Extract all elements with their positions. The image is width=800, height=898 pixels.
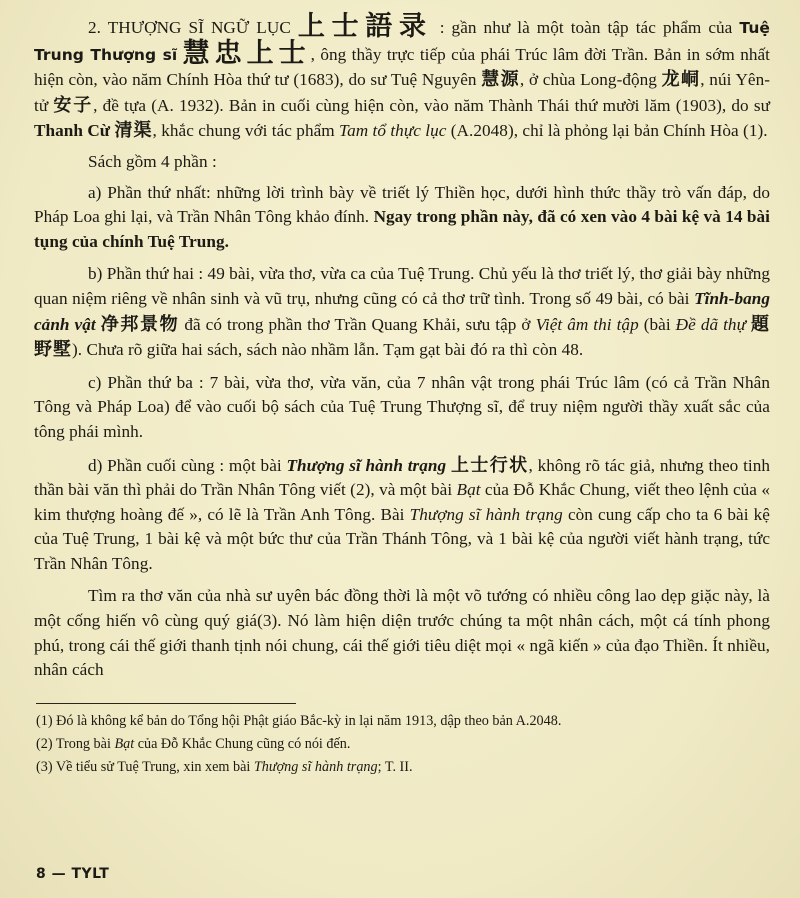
- cjk-text: 題野墅: [34, 313, 771, 360]
- section-heading: 2. THƯỢNG SĨ NGỮ LỤC: [88, 18, 291, 37]
- part-b-label: b) Phần thứ hai: [88, 264, 195, 284]
- monk-name: Thanh Cừ: [34, 121, 111, 141]
- anthology-title: Việt âm thi tập: [535, 314, 639, 334]
- work-title: Bạt: [456, 480, 481, 500]
- footnote-divider: [36, 703, 296, 704]
- footnote-text: (3) Về tiểu sử Tuệ Trung, xin xem bài: [36, 758, 251, 775]
- closing-paragraph: Tìm ra thơ văn của nhà sư uyên bác đồng thời là một võ tướng có nhiều công lao dẹp giặc này, là một cống hiến vô cùng quý giá(3). Nó làm hiện diện trước chúng ta một nhân cách, một cá tính phong phú, trong cái thế giới thanh tịnh nói chung, cái thế giới tiêu diệt mọi « ngã kiến » của đạo Thiền. Ít nhiều, nhân cách: [34, 586, 771, 680]
- work-title: Thượng sĩ hành trạng: [253, 758, 378, 775]
- paragraph-text: : 49 bài, vừa thơ, vừa ca của Tuệ Trung. Chủ yếu là thơ triết lý, thơ giải bày những quan niệm riêng về nhân sinh và vũ trụ, nhưng cũng có cả thơ trữ tình. Trong số 49 bài, có bài: [34, 264, 771, 308]
- poem-title: Đề dã thự: [675, 314, 746, 334]
- paragraph-text: : một bài: [219, 455, 282, 475]
- part-c-label: c) Phần thứ ba: [88, 372, 193, 392]
- part-a-label: a) Phần thứ nhất: [88, 182, 206, 202]
- part-a-paragraph: [34, 181, 770, 255]
- cjk-text: 龙峒: [661, 69, 701, 90]
- author-name-cjk: 慧忠上士: [182, 37, 311, 68]
- paragraph-text: : 7 bài, vừa thơ, vừa văn, của 7 nhân vật trong phái Trúc lâm (có cả Trần Nhân Tông và Pháp Loa) để vào cuối bộ sách của Tuệ Trung Thượng sĩ, để truy niệm người thầy xuất sắc của tông phái mình.: [34, 372, 770, 441]
- paragraph-text: , khắc chung với tác phẩm: [152, 121, 335, 141]
- work-title: Thượng sĩ hành trạng: [409, 504, 563, 524]
- paragraph-text: , ở chùa Long-động: [519, 70, 657, 90]
- footnote-1: (1) Đó là không kể bản do Tổng hội Phật giáo Bắc-kỳ in lại năm 1913, dập theo bản A.2048.: [36, 712, 562, 729]
- paragraph-text: , không rõ tác giả, nhưng theo tinh thần bài văn thì phải do Trần Nhân Tông viết (2), và một bài: [34, 455, 771, 500]
- paragraph-text: Ngay trong phần này, đã có xen vào 4 bài kệ và 14 bài tụng của chính Tuệ Trung.: [34, 207, 770, 251]
- cjk-text: 上士行状: [450, 454, 529, 475]
- page-number: 8 — TYLT: [36, 866, 110, 882]
- intro-line: Sách gồm 4 phần :: [88, 151, 217, 171]
- paragraph-text: : những lời trình bày về triết lý Thiền học, dưới hình thức thầy trò vấn đáp, do Pháp Loa ghi lại, và Trần Nhân Tông khảo đính.: [34, 182, 770, 227]
- author-name: Tuệ Trung Thượng sĩ: [34, 19, 770, 64]
- cjk-text: 清渠: [114, 120, 153, 141]
- footnote-2: [34, 733, 770, 756]
- paragraph-text: ). Chưa rõ giữa hai sách, sách nào nhầm lẫn. Tạm gạt bài đó ra thì còn 48.: [72, 340, 584, 360]
- part-b-paragraph: [34, 262, 770, 362]
- paragraph-text: (A.2048), chỉ là phỏng lại bản Chính Hòa (1).: [450, 121, 768, 141]
- paragraph-text: (bài: [643, 314, 671, 334]
- paragraph-text: của Đỗ Khắc Chung, viết theo lệnh của « kim thượng hoàng đế », có lẽ là Trần Anh Tông. Bài: [34, 480, 770, 524]
- footnote-text: (2) Trong bài: [36, 735, 111, 752]
- part-c-paragraph: [34, 371, 770, 445]
- footnote-3: [34, 756, 770, 779]
- work-title: Tam tổ thực lục: [339, 121, 447, 141]
- poem-title: Tĩnh-bang cảnh vật: [34, 288, 770, 334]
- section-paragraph-1: [34, 11, 771, 144]
- paragraph-text: : gần như là một toàn tập tác phẩm của: [439, 18, 733, 37]
- part-d-paragraph: [34, 453, 770, 577]
- paragraph-text: đã có trong phần thơ Trần Quang Khải, sưu tập ở: [184, 314, 531, 334]
- footnote-text: ; T. II.: [377, 758, 413, 775]
- footnote-text: của Đỗ Khắc Chung cũng có nói đến.: [137, 735, 351, 752]
- cjk-text: 慧源: [481, 69, 520, 90]
- paragraph-text: còn cung cấp cho ta 6 bài kệ của Tuệ Trung, 1 bài kệ và một bức thư của Trần Thánh Tông, và 1 bài kệ của người viết hành trạng, tức Trần Nhân Tông.: [34, 504, 770, 573]
- paragraph-text: , đề tựa (A. 1932). Bản in cuối cùng hiện còn, vào năm Thành Thái thứ mười lăm (1903), do sư: [93, 95, 770, 115]
- part-d-label: d) Phần cuối cùng: [88, 455, 215, 475]
- cjk-text: 净邦景物: [100, 313, 180, 334]
- cjk-text: 安子: [53, 94, 94, 115]
- work-title: Thượng sĩ hành trạng: [286, 455, 447, 475]
- paragraph-text: , núi Yên-tử: [34, 70, 771, 115]
- work-title: Bạt: [114, 735, 135, 752]
- paragraph-text: , ông thầy trực tiếp của phái Trúc lâm đời Trần. Bản in sớm nhất hiện còn, vào năm Chính Hòa thứ tư (1683), do sư Tuệ Nguyên: [34, 44, 770, 90]
- section-heading-cjk: 上士語录: [297, 11, 433, 41]
